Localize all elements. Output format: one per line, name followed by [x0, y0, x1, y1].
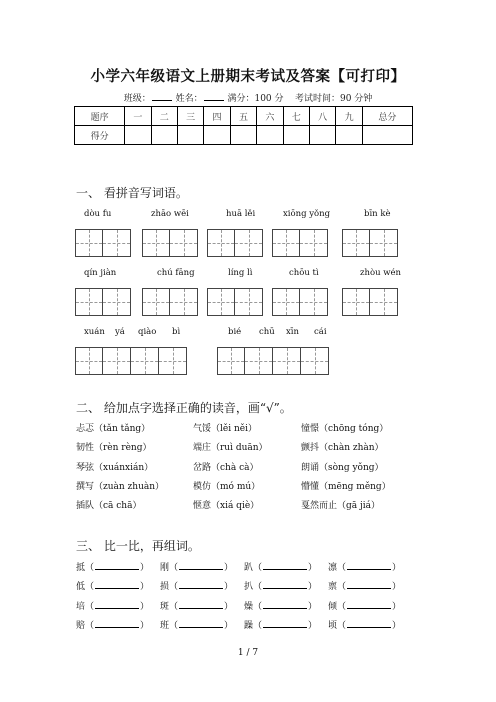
compare-char: 赔	[76, 621, 86, 631]
answer-blank[interactable]	[347, 600, 391, 609]
pinyin-label: chú fāng	[157, 268, 195, 278]
score-cell: 总分	[362, 107, 412, 126]
score-input-cell[interactable]	[204, 126, 230, 145]
writing-grid[interactable]	[75, 347, 187, 375]
score-cell: 七	[283, 107, 309, 126]
compare-item: 凛（ ）	[328, 563, 402, 573]
answer-blank[interactable]	[263, 600, 307, 609]
compare-char: 抵	[76, 563, 86, 573]
writing-grid[interactable]	[217, 347, 329, 375]
writing-cell[interactable]	[170, 288, 198, 316]
answer-blank[interactable]	[179, 600, 223, 609]
pinyin-label: líng lì	[228, 268, 253, 278]
pinyin-label: chū	[259, 327, 275, 337]
compare-char: 扒	[244, 582, 254, 592]
exam-time: 考试时间：90 分钟	[294, 94, 373, 104]
writing-grid[interactable]	[272, 288, 328, 316]
reading-item[interactable]: 插队（cā chā）	[76, 501, 142, 511]
writing-cell[interactable]	[300, 229, 328, 257]
reading-item[interactable]: 戛然而止（gā jiá）	[301, 501, 381, 511]
answer-blank[interactable]	[347, 580, 391, 589]
compare-char: 凛	[328, 563, 338, 573]
pinyin-label: bīn kè	[364, 209, 391, 219]
compare-char: 禀	[328, 582, 338, 592]
writing-cell[interactable]	[103, 288, 131, 316]
score-table	[74, 106, 413, 145]
reading-item[interactable]: 朗诵（sòng yǒng）	[301, 463, 384, 473]
answer-blank[interactable]	[263, 561, 307, 570]
reading-item[interactable]: 模仿（mó mú）	[193, 482, 261, 492]
pinyin-label: yá	[115, 327, 125, 337]
score-input-cell[interactable]	[283, 126, 309, 145]
writing-cell[interactable]	[103, 229, 131, 257]
writing-grid[interactable]	[207, 288, 263, 316]
writing-cell[interactable]	[273, 347, 301, 375]
score-cell: 得分	[75, 126, 125, 145]
answer-blank[interactable]	[179, 580, 223, 589]
writing-cell[interactable]	[207, 229, 235, 257]
writing-cell[interactable]	[217, 347, 245, 375]
reading-item[interactable]: 气馁（lěi něi）	[193, 424, 257, 434]
compare-char: 顷	[328, 621, 338, 631]
writing-cell[interactable]	[103, 347, 131, 375]
writing-cell[interactable]	[207, 288, 235, 316]
score-cell: 八	[309, 107, 335, 126]
compare-char: 躁	[244, 621, 254, 631]
pinyin-label: chōu tì	[289, 268, 319, 278]
writing-grid[interactable]	[75, 288, 131, 316]
writing-cell[interactable]	[272, 229, 300, 257]
pinyin-label: bié	[228, 327, 242, 337]
pinyin-label: qín jiàn	[84, 268, 117, 278]
writing-cell[interactable]	[235, 288, 263, 316]
compare-item: 顷（ ）	[328, 621, 402, 631]
score-table-score-row	[75, 126, 413, 145]
compare-char: 趴	[244, 563, 254, 573]
reading-item[interactable]: 撰写（zuàn zhuàn）	[76, 482, 165, 492]
reading-item[interactable]: 琴弦（xuánxián）	[76, 463, 154, 473]
page-title: 小学六年级语文上册期末考试及答案【可打印】	[90, 68, 406, 85]
writing-cell[interactable]	[75, 288, 103, 316]
writing-cell[interactable]	[370, 229, 398, 257]
pinyin-label: xiōng yǒng	[283, 209, 331, 219]
reading-item[interactable]: 惬意（xiá qiè）	[193, 501, 260, 511]
answer-blank[interactable]	[95, 600, 139, 609]
score-cell: 三	[177, 107, 203, 126]
writing-cell[interactable]	[142, 288, 170, 316]
writing-grid[interactable]	[342, 229, 398, 257]
compare-item: 扒（ ）	[244, 582, 318, 592]
score-cell: 一	[125, 107, 151, 126]
compare-item: 趴（ ）	[244, 563, 318, 573]
reading-item[interactable]: 岔路（chà cà）	[193, 463, 259, 473]
compare-item: 刚（ ）	[160, 563, 234, 573]
writing-grid[interactable]	[75, 229, 131, 257]
compare-item: 倾（ ）	[328, 602, 402, 612]
compare-char: 班	[160, 621, 170, 631]
writing-cell[interactable]	[342, 229, 370, 257]
answer-blank[interactable]	[179, 561, 223, 570]
full-score: 满分：100 分	[227, 94, 284, 104]
pinyin-label: xīn	[286, 327, 299, 337]
section3-heading: 三、 比一比，再组词。	[76, 539, 200, 553]
score-input-cell[interactable]	[309, 126, 335, 145]
reading-item[interactable]: 韧性（rèn rèng）	[76, 443, 152, 453]
writing-cell[interactable]	[159, 347, 187, 375]
writing-cell[interactable]	[342, 288, 370, 316]
writing-cell[interactable]	[301, 347, 329, 375]
writing-cell[interactable]	[272, 288, 300, 316]
reading-item[interactable]: 憧憬（chōng tóng）	[301, 424, 389, 434]
answer-blank[interactable]	[95, 561, 139, 570]
writing-cell[interactable]	[245, 347, 273, 375]
class-blank	[152, 91, 172, 101]
compare-item: 燥（ ）	[244, 602, 318, 612]
compare-char: 损	[160, 582, 170, 592]
class-label: 班级：	[123, 94, 151, 104]
compare-item: 培（ ）	[76, 602, 150, 612]
score-input-cell[interactable]	[336, 126, 362, 145]
writing-cell[interactable]	[370, 288, 398, 316]
reading-item[interactable]: 颤抖（chàn zhàn）	[301, 443, 384, 453]
writing-cell[interactable]	[235, 229, 263, 257]
pinyin-label: cái	[314, 327, 327, 337]
exam-info-line	[0, 91, 496, 104]
score-cell: 六	[257, 107, 283, 126]
pinyin-label: bì	[172, 327, 181, 337]
compare-char: 刚	[160, 563, 170, 573]
writing-grid[interactable]	[342, 288, 398, 316]
writing-cell[interactable]	[170, 229, 198, 257]
writing-cell[interactable]	[75, 347, 103, 375]
answer-blank[interactable]	[263, 580, 307, 589]
compare-item: 躁（ ）	[244, 621, 318, 631]
compare-item: 班（ ）	[160, 621, 234, 631]
writing-grid[interactable]	[207, 229, 263, 257]
score-table-header-row	[75, 107, 413, 126]
section2-heading: 二、 给加点字选择正确的读音，画“√”。	[76, 401, 292, 415]
reading-item[interactable]: 端庄（ruì duān）	[193, 443, 268, 453]
pinyin-label: qiào	[138, 327, 157, 337]
writing-cell[interactable]	[300, 288, 328, 316]
page-number: 1 / 7	[237, 648, 259, 658]
writing-grid[interactable]	[272, 229, 328, 257]
pinyin-label: zhāo wēi	[151, 209, 189, 219]
pinyin-label: dòu fu	[84, 209, 112, 219]
compare-item: 禀（ ）	[328, 582, 402, 592]
section1-heading: 一、 看拼音写词语。	[76, 186, 188, 200]
score-cell: 题序	[75, 107, 125, 126]
score-cell: 九	[336, 107, 362, 126]
compare-item: 斑（ ）	[160, 602, 234, 612]
score-input-cell[interactable]	[230, 126, 256, 145]
writing-grid[interactable]	[142, 229, 198, 257]
score-input-cell[interactable]	[125, 126, 151, 145]
score-cell: 五	[230, 107, 256, 126]
writing-grid[interactable]	[142, 288, 198, 316]
pinyin-label: xuán	[84, 327, 105, 337]
writing-cell[interactable]	[131, 347, 159, 375]
compare-item: 损（ ）	[160, 582, 234, 592]
pinyin-label: zhòu wén	[360, 268, 402, 278]
answer-blank[interactable]	[179, 619, 223, 628]
writing-cell[interactable]	[75, 229, 103, 257]
answer-blank[interactable]	[95, 580, 139, 589]
score-input-cell[interactable]	[257, 126, 283, 145]
score-cell: 二	[151, 107, 177, 126]
compare-char: 斑	[160, 602, 170, 612]
score-input-cell[interactable]	[177, 126, 203, 145]
compare-item: 低（ ）	[76, 582, 150, 592]
answer-blank[interactable]	[263, 619, 307, 628]
score-input-cell[interactable]	[151, 126, 177, 145]
compare-char: 倾	[328, 602, 338, 612]
compare-item: 赔（ ）	[76, 621, 150, 631]
answer-blank[interactable]	[347, 561, 391, 570]
compare-item: 抵（ ）	[76, 563, 150, 573]
writing-cell[interactable]	[142, 229, 170, 257]
score-cell: 四	[204, 107, 230, 126]
compare-char: 培	[76, 602, 86, 612]
answer-blank[interactable]	[347, 619, 391, 628]
name-label: 姓名：	[175, 94, 203, 104]
compare-char: 低	[76, 582, 86, 592]
compare-char: 燥	[244, 602, 254, 612]
score-input-cell[interactable]	[362, 126, 412, 145]
answer-blank[interactable]	[95, 619, 139, 628]
reading-item[interactable]: 忐忑（tǎn tǎng）	[76, 424, 151, 434]
reading-item[interactable]: 懵懂（mēng měng）	[301, 482, 391, 492]
pinyin-label: huā lěi	[226, 209, 256, 219]
name-blank	[204, 91, 224, 101]
